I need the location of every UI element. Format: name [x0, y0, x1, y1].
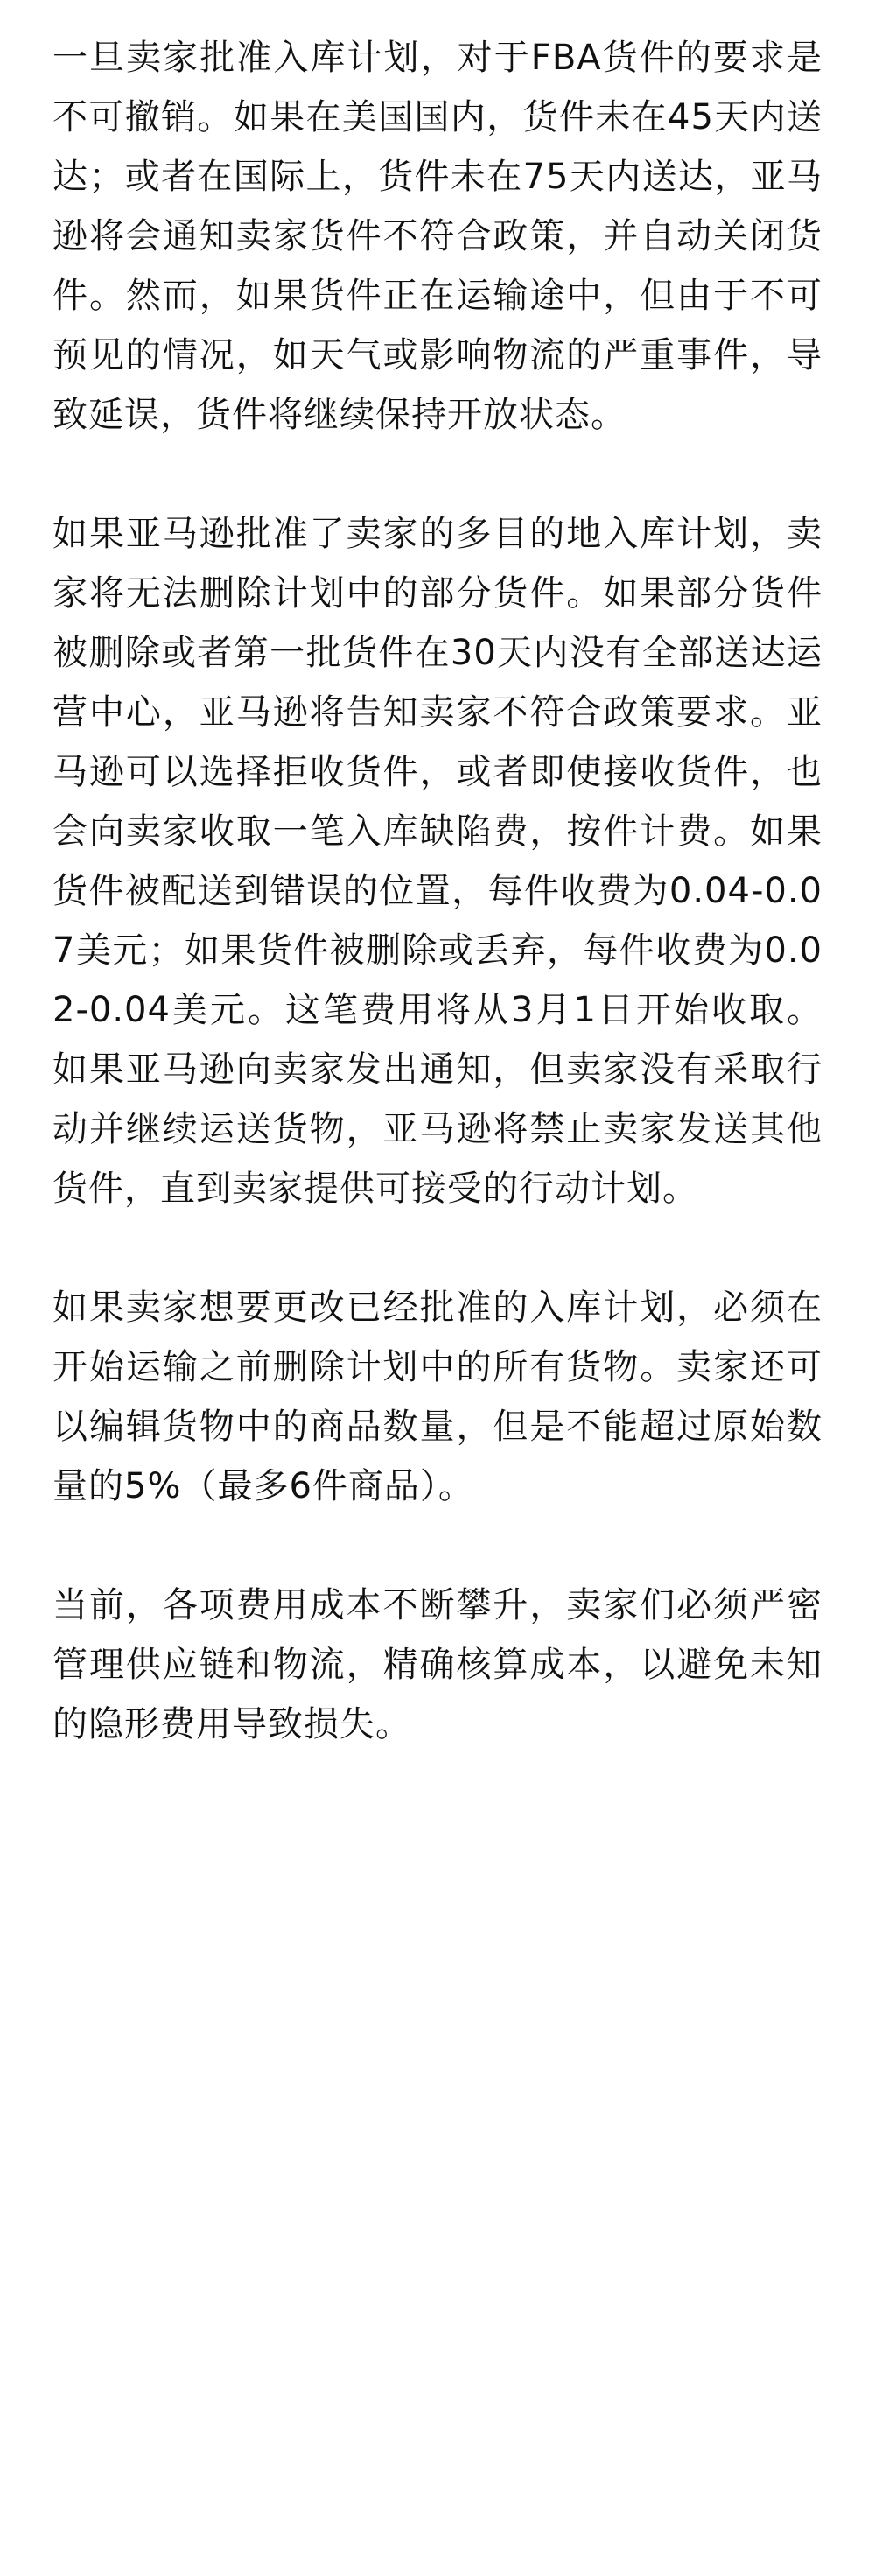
paragraph-delivery-deadline: 一旦卖家批准入库计划，对于FBA货件的要求是不可撤销。如果在美国国内，货件未在45天内送达；或者在国际上，货件未在75天内送达，亚马逊将会通知卖家货件不符合政策，并自动关闭货件。然而，如果货件正在运输途中，但由于不可预见的情况，如天气或影响物流的严重事件，导致延误，货件将继续保持开放状态。 — [52, 38, 822, 435]
article-body — [52, 28, 822, 1754]
paragraph-multi-destination-fees: 如果亚马逊批准了卖家的多目的地入库计划，卖家将无法删除计划中的部分货件。如果部分货件被删除或者第一批货件在30天内没有全部送达运营中心，亚马逊将告知卖家不符合政策要求。亚马逊可以选择拒收货件，或者即使接收货件，也会向卖家收取一笔入库缺陷费，按件计费。如果货件被配送到错误的位置，每件收费为0.04-0.07美元；如果货件被删除或丢弃，每件收费为0.02-0.04美元。这笔费用将从3月1日开始收取。如果亚马逊向卖家发出通知，但卖家没有采取行动并继续运送货物，亚马逊将禁止卖家发送其他货件，直到卖家提供可接受的行动计划。 — [52, 514, 822, 1209]
paragraph-plan-changes: 如果卖家想要更改已经批准的入库计划，必须在开始运输之前删除计划中的所有货物。卖家还可以编辑货物中的商品数量，但是不能超过原始数量的5%（最多6件商品）。 — [52, 1288, 822, 1506]
paragraph-conclusion: 当前，各项费用成本不断攀升，卖家们必须严密管理供应链和物流，精确核算成本，以避免未知的隐形费用导致损失。 — [52, 1585, 822, 1744]
